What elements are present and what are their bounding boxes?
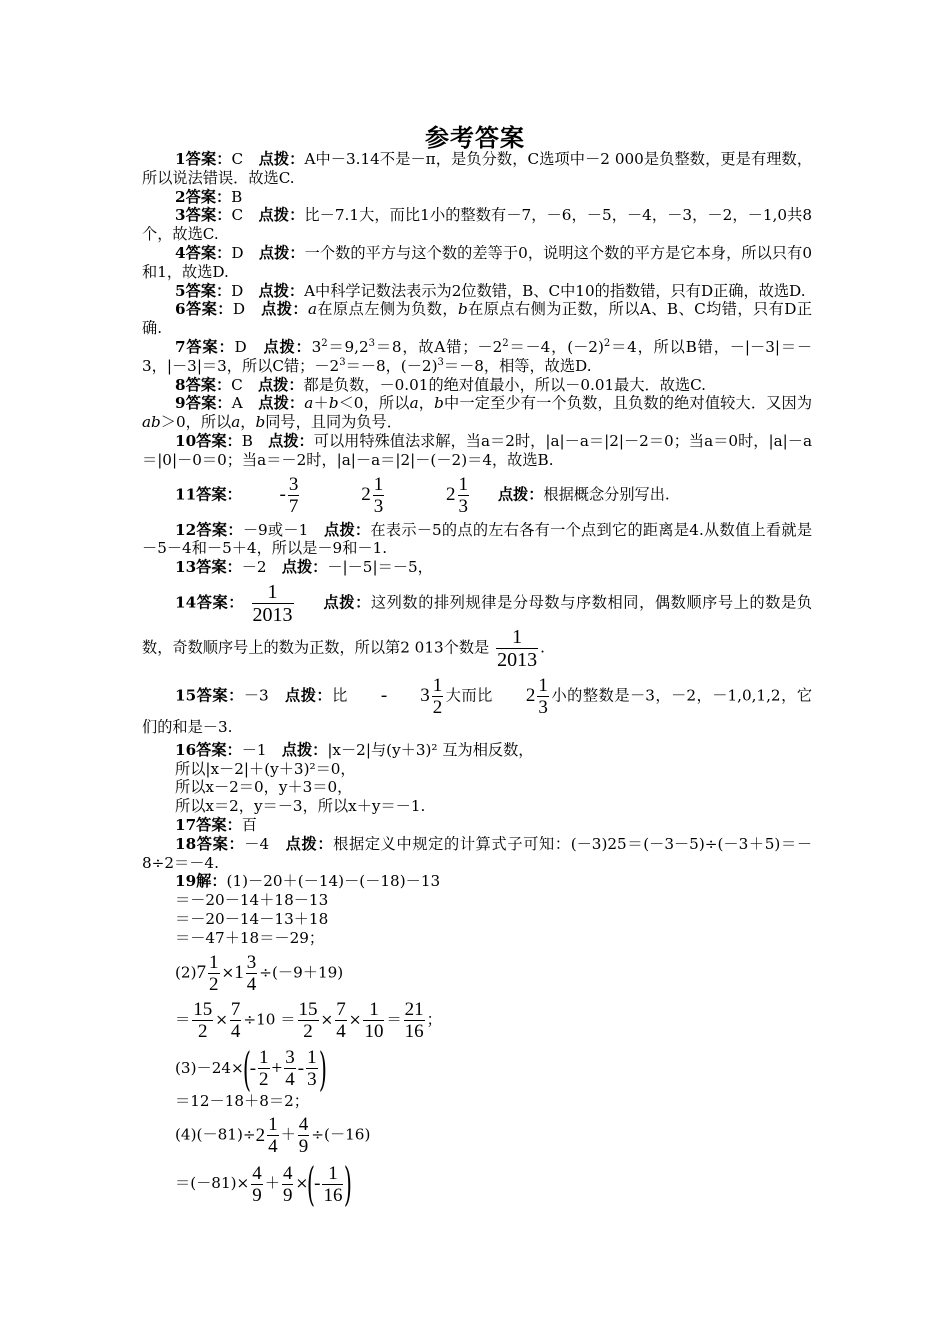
answer-11: 11答案： - $\frac{3}{7}$ 2 $\frac{1}{3}$ 2 $\frac{1}{3}$ 点拨：根据概念分别写出. (175, 473, 670, 517)
answer-1: 1答案：C 点拨：A中－3.14不是－π，是负分数，C选项中－2 000是负整数，更是有理数，所以说法错误．故选C. (142, 150, 813, 187)
fraction: $\frac{1}{2}$ (432, 674, 443, 718)
answer-13: 13答案：－2 点拨：－|－5|＝－5， (175, 558, 433, 577)
fraction: $\frac{1}{2}$ (259, 1047, 269, 1090)
solution-step: ＝12－18＋8＝2； (175, 1091, 309, 1110)
fraction: $\frac{3}{4}$ (246, 951, 257, 995)
fraction: $\frac{1}{4}$ (268, 1114, 278, 1158)
fraction: $\frac{1}{16}$ (323, 1162, 343, 1206)
fraction: $\frac{1}{3}$ (307, 1047, 317, 1090)
answer-16: 16答案：－1 点拨：|x－2|与(y＋3)² 互为相反数， (175, 740, 534, 759)
fraction: $\frac{3}{4}$ (285, 1047, 295, 1090)
answer-5: 5答案：D 点拨：A中科学记数法表示为2位数错，B、C中10的指数错，只有D正确，故选D. (175, 281, 806, 300)
fraction: $\frac{1}{3}$ (458, 473, 469, 517)
answer-2: 2答案：B (175, 187, 243, 206)
fraction: $\frac{1}{2013}$ (497, 625, 538, 671)
fraction: $\frac{7}{4}$ (230, 998, 241, 1042)
answer-15: 15答案：－3 点拨：比 - 3 $\frac{1}{2}$ 大而比 2 $\frac{1}{3}$ 小的整数是－3，－2，－1,0,1,2，它们的和是－3. (142, 674, 813, 736)
fraction: $\frac{1}{10}$ (364, 998, 384, 1042)
fraction: $\frac{15}{2}$ (193, 998, 213, 1042)
solution-part-2: (2)7 $\frac{1}{2}$ ×1 $\frac{3}{4}$ ÷(－9＋19) (175, 951, 344, 995)
answer-14: 14答案： $\frac{1}{2013}$ 点拨：这列数的排列规律是分母数与序数相同，偶数顺序号上的数是负数，奇数顺序号上的数为正数，所以第2 013个数是 $\frac{1}{2013}$ . (142, 580, 813, 671)
fraction: $\frac{1}{3}$ (373, 473, 384, 517)
solution-part-4-step: ＝(－81)× $\frac{4}{9}$ ＋ $\frac{4}{9}$ ×(- $\frac{1}{16}$ ) (175, 1157, 353, 1212)
answer-17: 17答案：百 (175, 815, 257, 834)
fraction: $\frac{1}{2}$ (209, 951, 219, 995)
answer-19: 19解：(1)－20＋(－14)－(－18)－13 (175, 872, 441, 891)
answer-16-line-1: 所以|x－2|＋(y＋3)²＝0， (175, 759, 356, 778)
fraction: $\frac{21}{16}$ (404, 998, 424, 1042)
fraction: $\frac{1}{3}$ (538, 674, 548, 718)
fraction: $\frac{15}{2}$ (298, 998, 318, 1042)
answer-10: 10答案：B 点拨：可以用特殊值法求解，当a＝2时，|a|－a＝|2|－2＝0；当a＝0时，|a|－a＝|0|－0＝0；当a＝－2时，|a|－a＝|2|－(－2)＝4，故选B. (142, 431, 813, 469)
answer-6: 6答案：D 点拨：a在原点左侧为负数，b在原点右侧为正数，所以A、B、C均错，只有D正确. (142, 300, 813, 338)
fraction: $\frac{1}{2013}$ (252, 580, 293, 626)
fraction: $\frac{3}{7}$ (288, 473, 299, 517)
answer-7: 7答案：D 点拨：$3^2=9,2^3=8$，故A错；$-2^2=-4$，$(-2)^2=4$，所以B错，－|－3|＝－3，|－3|＝3，所以C错；$-2^3=-8$，$(-2)^3=-8$，相等，故选D. (142, 337, 813, 375)
solution-part-4: (4)(－81)÷2 $\frac{1}{4}$ ＋ $\frac{4}{9}$ ÷(－16) (175, 1114, 371, 1158)
answer-16-line-2: 所以x－2＝0，y＋3＝0， (175, 778, 353, 797)
answer-list (142, 150, 813, 1212)
answer-18: 18答案：－4 点拨：根据定义中规定的计算式子可知：(－3)25＝(－3－5)÷(－3＋5)＝－8÷2＝－4. (142, 834, 813, 872)
solution-part-2-step: ＝ $\frac{15}{2}$ × $\frac{7}{4}$ ÷10 ＝ $\frac{15}{2}$ × $\frac{7}{4}$ × $\frac{1}{10}$ ＝ $\frac{21}{16}$ ； (175, 998, 442, 1042)
solution-part-3: (3)－24×(- $\frac{1}{2}$ + $\frac{3}{4}$ - $\frac{1}{3}$ ) (175, 1041, 327, 1096)
answer-4: 4答案：D 点拨：一个数的平方与这个数的差等于0，说明这个数的平方是它本身，所以只有0和1，故选D. (142, 243, 813, 281)
answer-16-line-3: 所以x＝2，y＝－3，所以x＋y＝－1. (175, 797, 426, 816)
page-title: 参考答案 (425, 123, 525, 152)
fraction: $\frac{4}{9}$ (252, 1162, 262, 1206)
answer-3: 3答案：C 点拨：比－7.1大，而比1小的整数有－7，－6，－5，－4，－3，－2，－1,0共8个，故选C. (142, 206, 813, 244)
fraction: $\frac{4}{9}$ (298, 1114, 309, 1158)
answer-8: 8答案：C 点拨：都是负数，－0.01的绝对值最小，所以－0.01最大．故选C. (175, 375, 706, 394)
solution-step: ＝－20－14＋18－13 (175, 891, 329, 910)
solution-step: ＝－20－14－13＋18 (175, 909, 329, 928)
solution-step: ＝－47＋18＝－29； (175, 928, 325, 947)
fraction: $\frac{4}{9}$ (282, 1162, 293, 1206)
answer-9: 9答案：A 点拨：a＋b＜0，所以a，b中一定至少有一个负数，且负数的绝对值较大．又因为ab＞0，所以a，b同号，且同为负号． (142, 394, 813, 432)
answer-12: 12答案：－9或－1 点拨：在表示－5的点的左右各有一个点到它的距离是4.从数值上看就是－5－4和－5＋4，所以是－9和－1. (142, 520, 813, 558)
fraction: $\frac{7}{4}$ (336, 998, 346, 1042)
